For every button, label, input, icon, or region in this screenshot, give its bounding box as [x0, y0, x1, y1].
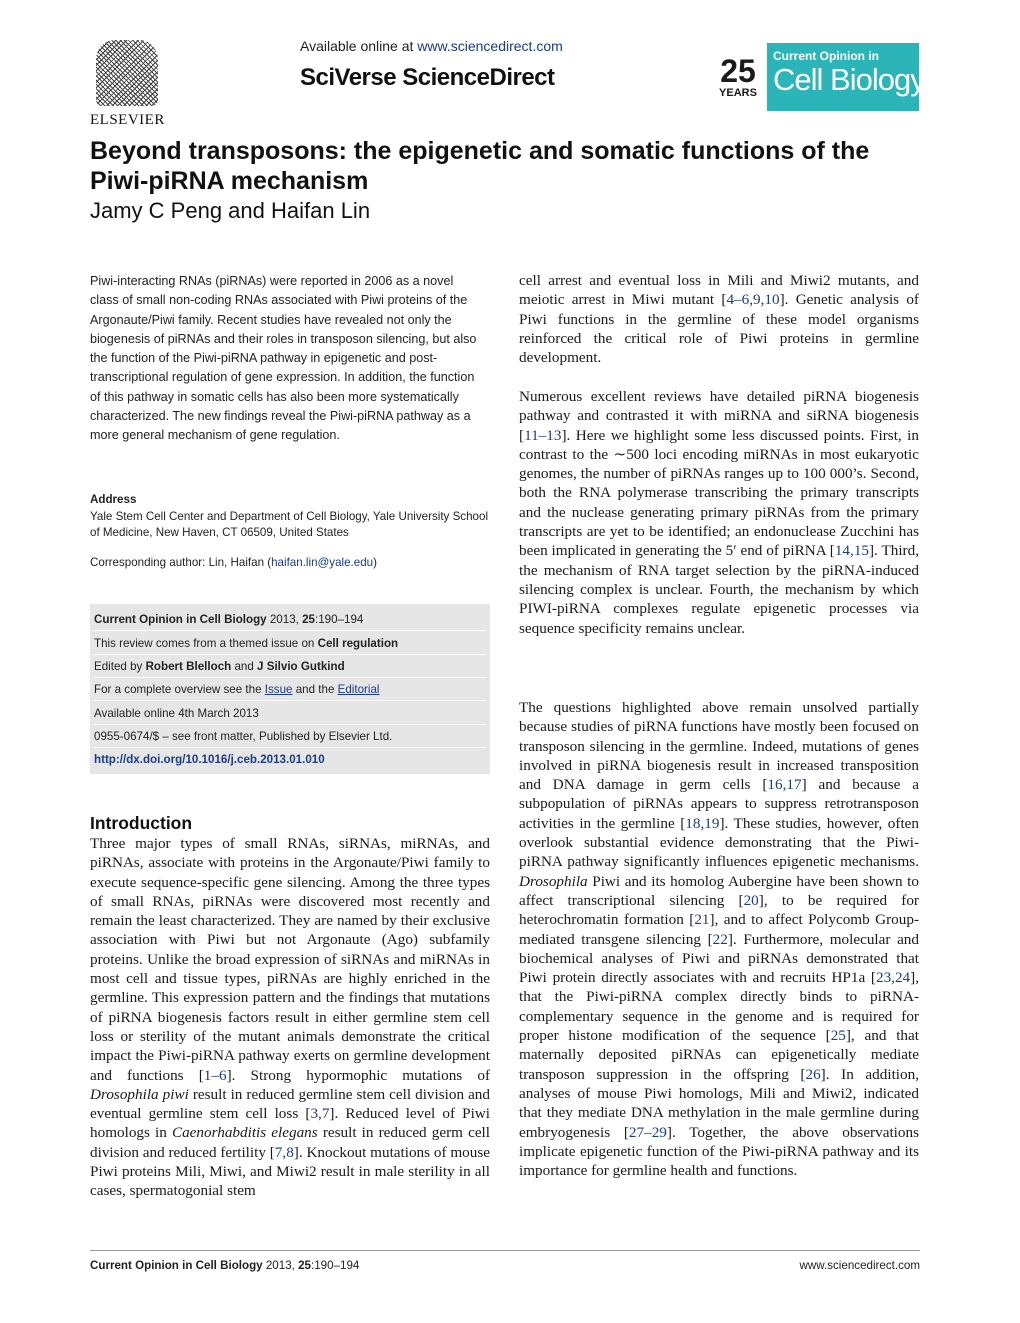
info-theme [94, 632, 486, 655]
years-label: YEARS [719, 87, 757, 99]
info-editors [94, 655, 486, 678]
info-volume: 25 [302, 613, 315, 626]
journal-line1: Current Opinion in [773, 49, 879, 63]
platform-name: SciVerse ScienceDirect [300, 64, 555, 91]
info-citation [94, 608, 486, 631]
sciencedirect-link[interactable]: www.sciencedirect.com [417, 38, 563, 54]
footer-site-link[interactable]: www.sciencedirect.com [799, 1259, 920, 1272]
info-doi [94, 748, 486, 771]
elsevier-tree-icon [96, 40, 158, 106]
article-authors: Jamy C Peng and Haifan Lin [90, 198, 371, 223]
availability-line [300, 38, 563, 54]
corresponding-suffix: ) [373, 556, 377, 569]
years-number: 25 [720, 53, 756, 89]
editor-and: and [231, 660, 258, 673]
editorial-link[interactable]: Editorial [337, 683, 380, 696]
corresponding-author [90, 556, 490, 569]
editor-1: Robert Blelloch [145, 660, 232, 673]
doi-link[interactable]: http://dx.doi.org/10.1016/j.ceb.2013.01.010 [94, 753, 325, 766]
theme-prefix: This review comes from a themed issue on [94, 637, 318, 650]
body-paragraph-3: The questions highlighted above remain unsolved partially because studies of piRNA functions have mostly been focused on transposon silencing in the germline. Indeed, mutations of genes involved in piRNA biogenesis result in increased transposition and DNA damage in germ cells [16,17] and because a subpopulation of piRNAs appears to suppress retrotransposon activities in the germline [18,19]. These studies, however, often overlook substantial evidence demonstrating that the Piwi-piRNA pathway significantly influences epigenetic mechanisms. Drosophila Piwi and its homolog Aubergine have been shown to affect transcriptional silencing [20], to be required for heterochromatin formation [21], and to affect Polycomb Group-mediated transgene silencing [22]. Furthermore, molecular and biochemical analyses of Piwi and piRNAs demonstrated that Piwi protein directly associates with and recruits HP1a [23,24], that the Piwi-piRNA complex directly binds to piRNA-complementary sequence in the genome and is required for proper histone modification of the sequence [25], and that maternally deposited piRNAs can epigenetically mediate transposon suppression in the offspring [26]. In addition, analyses of mouse Piwi homologs, Mili and Miwi2, indicated that they mediate DNA methylation in the male germline during embryogenesis [27–29]. Together, the above observations implicate epigenetic function of the Piwi-piRNA pathway and its importance for germline health and functions. [519, 699, 920, 1180]
edited-prefix: Edited by [94, 660, 146, 673]
footer-year: 2013, [262, 1259, 299, 1272]
editor-2: J Silvio Gutkind [257, 660, 345, 673]
available-prefix: Available online at [300, 38, 418, 54]
article-title: Beyond transposons: the epigenetic and somatic functions of the Piwi-piRNA mechanism [90, 137, 870, 195]
publisher-name: ELSEVIER [90, 112, 165, 128]
info-copyright: 0955-0674/$ – see front matter, Published by Elsevier Ltd. [94, 725, 486, 748]
body-paragraph-1: cell arrest and eventual loss in Mili and Miwi2 mutants, and meiotic arrest in Miwi mutant [4–6,9,10]. Genetic analysis of Piwi functions in the germline of these model organisms reinforced the critical role of Piwi proteins in germline development. [519, 272, 919, 367]
info-year: 2013, [266, 613, 303, 626]
body-paragraph-2: Numerous excellent reviews have detailed piRNA biogenesis pathway and contrasted it with miRNA and siRNA biogenesis [11–13]. Here we highlight some less discussed points. First, in contrast to the ∼500 loci encoding miRNAs in most eukaryotic genomes, the number of piRNAs ranges up to 100 000’s. Second, both the RNA polymerase transcribing the primary transcripts and the nuclease generating primary piRNAs from the primary transcripts are yet to be identified; an endonuclease Zucchini has been implicated in generating the 5′ end of piRNA [14,15]. Third, the mechanism of RNA target selection by the piRNA-induced silencing complex is unclear. Fourth, the mechanism by which PIWI-piRNA complexes regulate epigenetic processes via sequence specificity remains unclear. [519, 388, 920, 637]
overview-and: and the [292, 683, 338, 696]
address-heading: Address [90, 493, 137, 506]
corresponding-prefix: Corresponding author: Lin, Haifan ( [90, 556, 272, 569]
footer-citation [90, 1259, 359, 1272]
elsevier-logo [90, 40, 170, 130]
theme-name: Cell regulation [317, 637, 399, 650]
footer-divider [90, 1250, 920, 1251]
journal-line2: Cell Biology [773, 62, 925, 97]
footer-volume: 25 [298, 1259, 311, 1272]
introduction-text: Three major types of small RNAs, siRNAs, miRNAs, and piRNAs, associate with proteins in the Argonaute/Piwi family to execute sequence-specific gene silencing. Among the three types of small RNAs, piRNAs were discovered most recently and remain the least characterized. They are named by their exclusive association with Piwi but not Argonaute (Ago) subfamily proteins. Unlike the broad expression of siRNAs and miRNAs in most cell and tissue types, piRNAs are highly enriched in the germline. This expression pattern and the findings that mutations of piRNA biogenesis factors result in either germline stem cell loss or sterility of the mutant animals demonstrate the critical impact the Piwi-piRNA pathway exerts on germline development and functions [1–6]. Strong hypormophic mutations of Drosophila piwi result in reduced germline stem cell division and eventual germline stem cell loss [3,7]. Reduced level of Piwi homologs in Caenorhabditis elegans result in reduced germ cell division and reduced fertility [7,8]. Knockout mutations of mouse Piwi proteins Mili, Miwi, and Miwi2 result in male sterility in all cases, spermatogonial stem [90, 835, 490, 1200]
introduction-heading: Introduction [90, 813, 193, 833]
info-pages: :190–194 [315, 613, 364, 626]
address-block [90, 492, 490, 542]
journal-badge [711, 43, 925, 111]
info-journal: Current Opinion in Cell Biology [94, 613, 267, 626]
abstract: Piwi-interacting RNAs (piRNAs) were reported in 2006 as a novel class of small non-coding RNAs associated with Piwi proteins of the Argonaute/Piwi family. Recent studies have revealed not only the biogenesis of piRNAs and their roles in transposon silencing, but also the function of the Piwi-piRNA pathway in epigenetic and post-transcriptional regulation of gene expression. In addition, the function of this pathway in somatic cells has also been more systematically characterized. The new findings reveal the Piwi-piRNA pathway as a more general mechanism of gene regulation. [90, 274, 477, 443]
info-available-online: Available online 4th March 2013 [94, 702, 486, 725]
info-overview [94, 678, 486, 701]
anniversary-mark [711, 43, 765, 111]
article-info-box [90, 604, 490, 774]
corresponding-email-link[interactable]: haifan.lin@yale.edu [271, 556, 374, 569]
footer-pages: :190–194 [311, 1259, 360, 1272]
overview-prefix: For a complete overview see the [94, 683, 265, 696]
journal-name-panel [767, 43, 925, 111]
footer-journal: Current Opinion in Cell Biology [90, 1259, 263, 1272]
issue-link[interactable]: Issue [264, 683, 293, 696]
address-text: Yale Stem Cell Center and Department of Cell Biology, Yale University School of Medicine, New Haven, CT 06509, United States [90, 509, 489, 539]
